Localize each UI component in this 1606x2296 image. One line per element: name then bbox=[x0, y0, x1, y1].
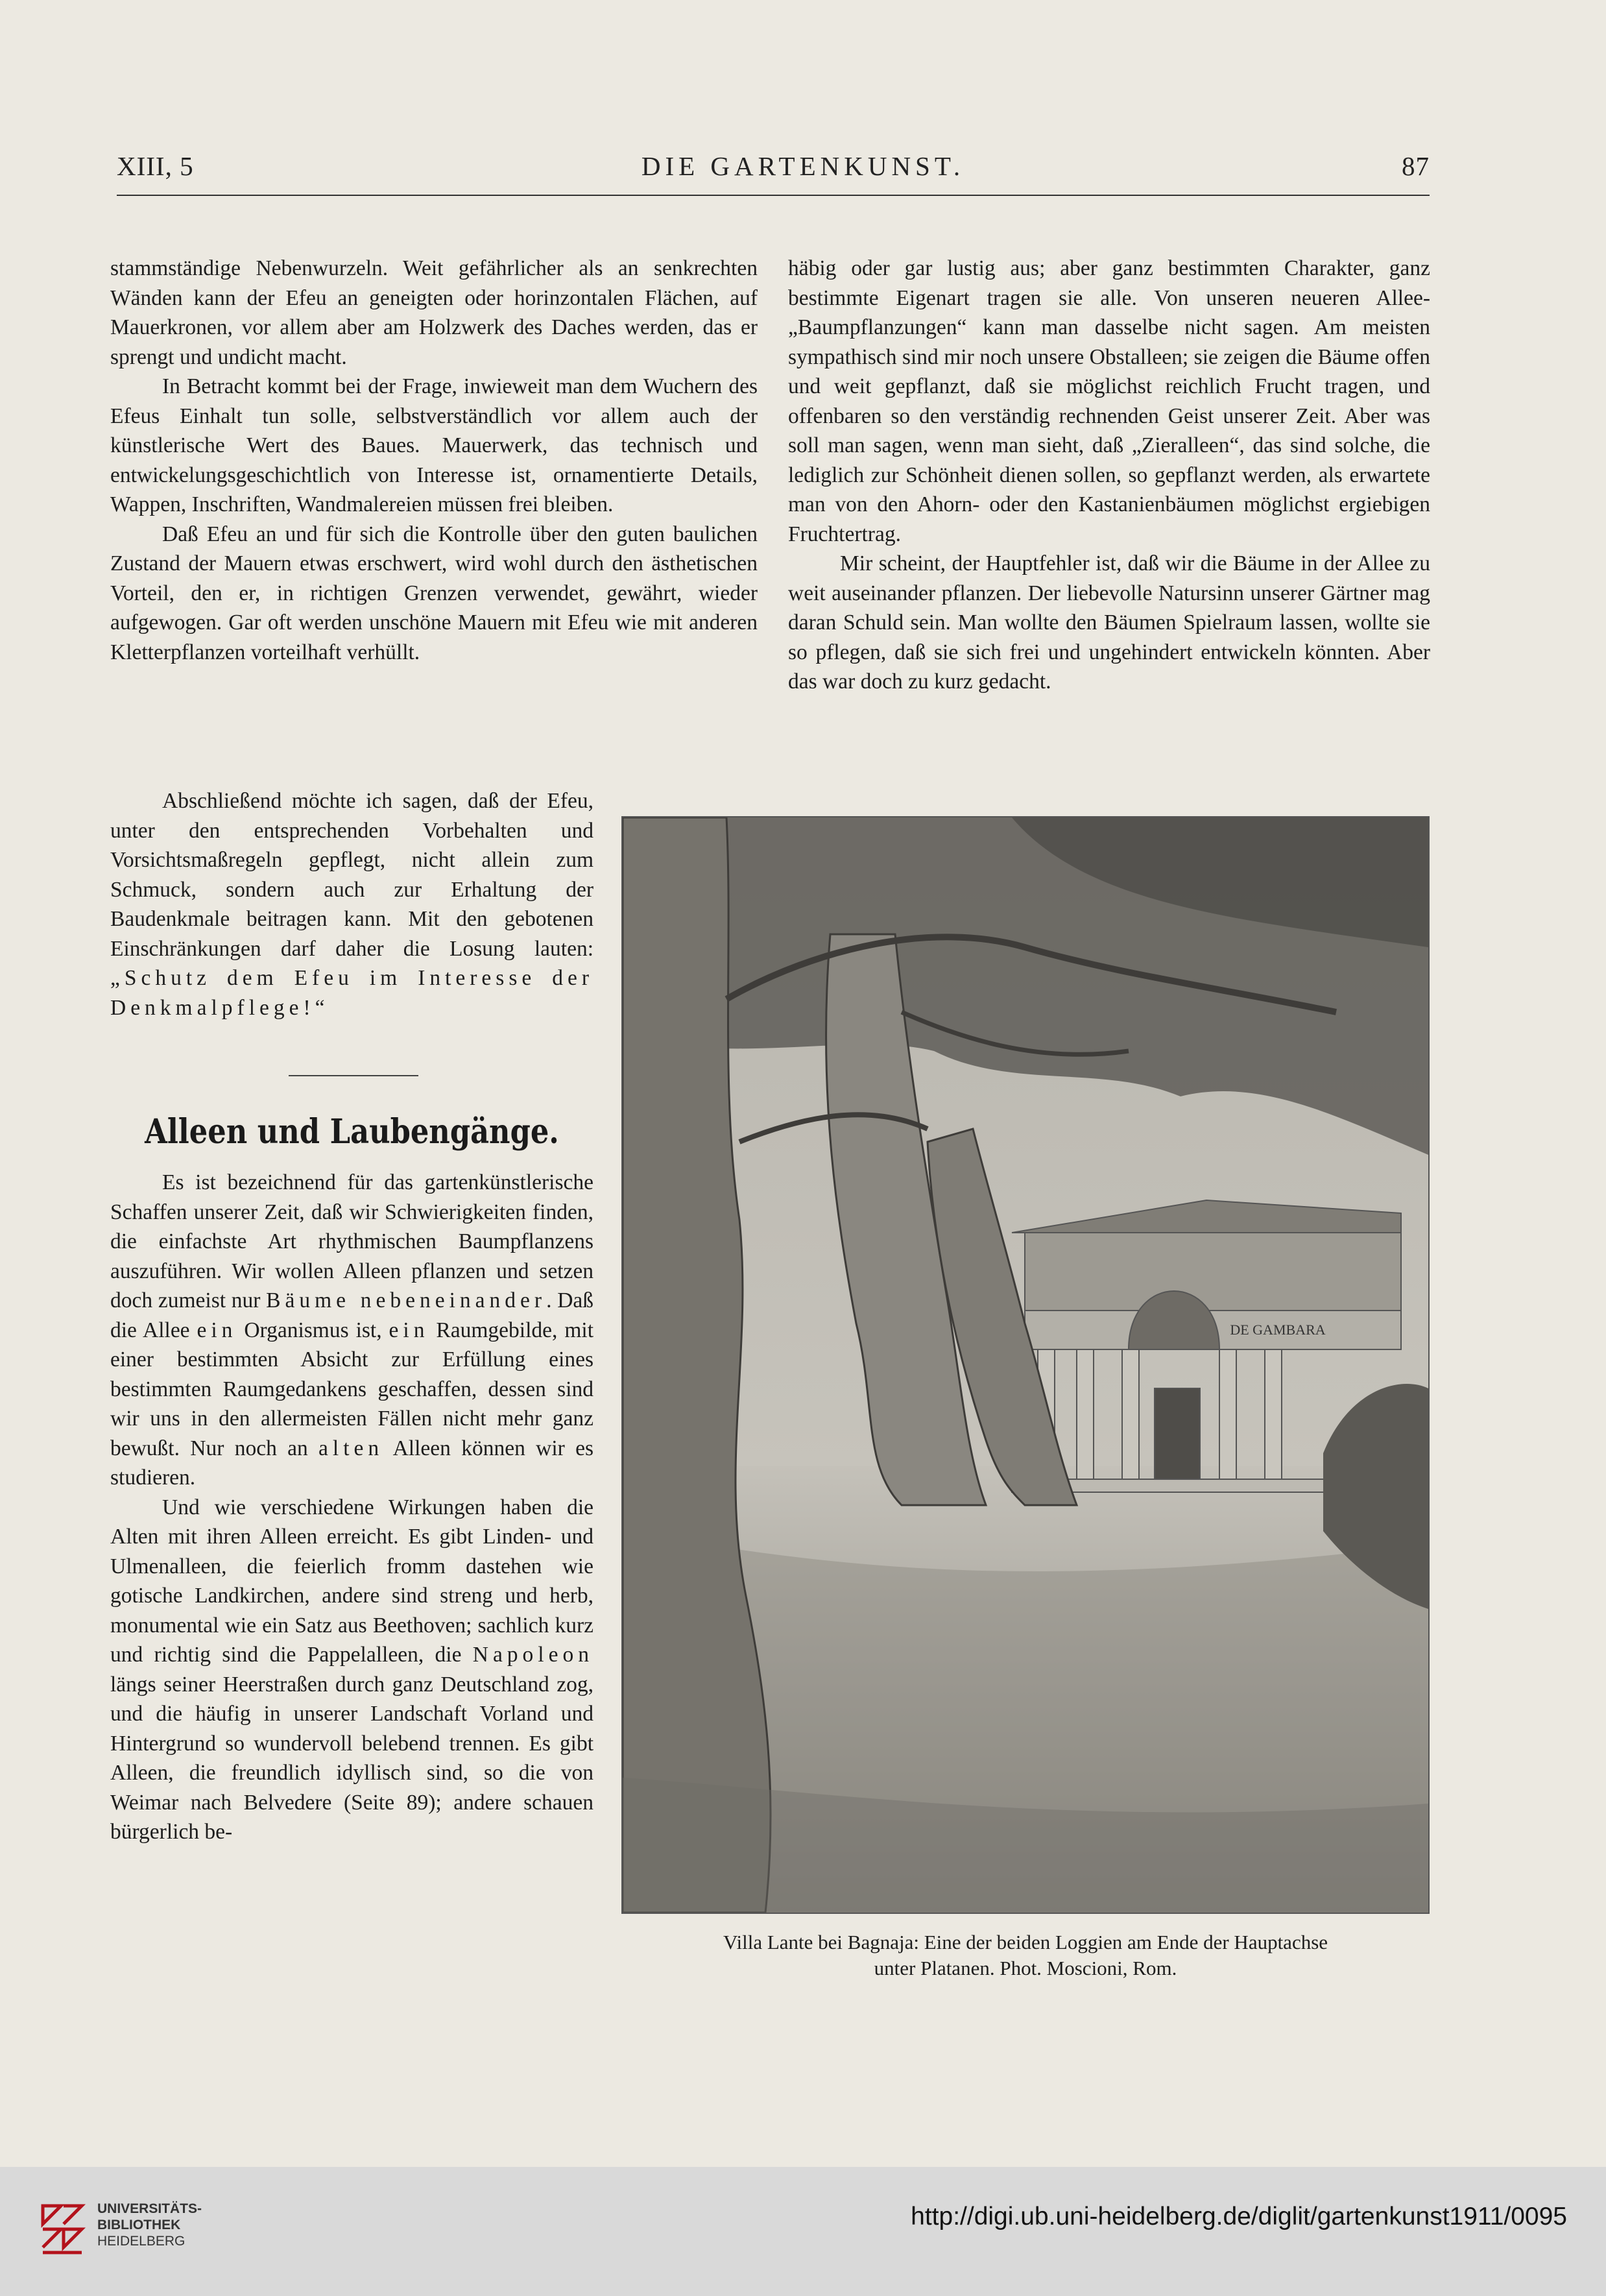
paragraph: Es ist bezeichnend für das gartenkünstlerische Schaffen unserer Zeit, daß wir Schwierigkeiten finden, die einfachste Art rhythmischen Baumpflanzens auszuführen. Wir wollen Alleen pflanzen und setzen doch zumeist nur Bäume nebeneinander. Daß die Allee ein Organismus ist, ein Raumgebilde, mit einer bestimmten Absicht zur Erfüllung eines bestimmten Raumgedankens geschaffen, dessen sind wir uns in den allermeisten Fällen nicht mehr ganz bewußt. Nur noch an alten Alleen können wir es studieren. bbox=[110, 1170, 594, 1490]
paragraph: Abschließend möchte ich sagen, daß der Efeu, unter den entsprechenden Vorbehalten und Vorsichtsmaßregeln gepflegt, nicht allein zum Schmuck, sondern auch zur Erhaltung der Baudenkmale beitragen kann. Mit den gebotenen Einschränkungen darf daher die Losung lauten: „Schutz dem Efeu im Interesse der Denkmalpflege!“ bbox=[110, 789, 593, 1020]
section-heading: Alleen und Laubengänge. bbox=[145, 1112, 559, 1152]
volume-issue: XIII, 5 bbox=[117, 151, 194, 181]
paragraph: häbig oder gar lustig aus; aber ganz bestimmten Charakter, ganz bestimmte Eigenart tragen sie alle. Von unseren neueren Allee-„Baumpflanzungen“ kann man dasselbe nicht sagen. Am meisten sympathisch sind mir noch unsere Obstalleen; sie zeigen die Bäume offen und weit gepflanzt, daß sie möglichst reichlich Frucht tragen, und offenbaren so den verständig rechnenden Geist unserer Zeit. Aber was soll man sagen, wenn man sieht, daß „Zieralleen“, das sind solche, die lediglich zur Schönheit dienen sollen, so gepflanzt werden, als erwartete man von den Ahorn- oder den Kastanienbäumen möglichst ergiebigen Fruchtertrag. bbox=[788, 256, 1430, 546]
library-logo-icon bbox=[36, 2198, 88, 2263]
paragraph: stammständige Nebenwurzeln. Weit gefährlicher als an senkrechten Wänden kann der Efeu an geneigten oder horinzontalen Flächen, auf Mauerkronen, vor allem aber am Holzwerk des Daches werden, das er sprengt und undicht macht. bbox=[110, 256, 758, 369]
journal-title: DIE GARTENKUNST. bbox=[641, 151, 965, 181]
digitization-footer bbox=[0, 2167, 1606, 2296]
permalink-url[interactable]: http://digi.ub.uni-heidelberg.de/diglit/gartenkunst1911/0095 bbox=[911, 2203, 1567, 2230]
left-column-lower bbox=[110, 1168, 593, 1847]
paragraph: In Betracht kommt bei der Frage, inwieweit man dem Wuchern des Efeus Einhalt tun solle, selbstverständlich vor allem auch der künstlerische Wert des Baues. Mauerwerk, das technisch und entwickelungsgeschichtlich von Interesse ist, ornamentierte Details, Wappen, Inschriften, Wandmalereien müssen frei bleiben. bbox=[110, 374, 758, 516]
paragraph: Und wie verschiedene Wirkungen haben die Alten mit ihren Alleen erreicht. Es gibt Linden- und Ulmenalleen, die feierlich fromm dastehen wie gotische Landkirchen, andere sind streng und herb, monumental wie ein Satz aus Beethoven; sachlich kurz und richtig sind die Pappelalleen, die Napoleon längs seiner Heerstraßen durch ganz Deutschland zog, und die häufig in unserer Landschaft Vorland und Hintergrund so wundervoll belebend trennen. Es gibt Alleen, die freundlich idyllisch sind, so die von Weimar nach Belvedere (Seite 89); andere schauen bürgerlich be- bbox=[110, 1495, 593, 1844]
photograph-villa-lante bbox=[621, 816, 1430, 1914]
paragraph: Daß Efeu an und für sich die Kontrolle über den guten baulichen Zustand der Mauern etwas erschwert, wird wohl durch den ästhetischen Vorteil, den er, in richtigen Grenzen verwendet, gewährt, wieder aufgewogen. Gar oft werden unschöne Mauern mit Efeu wie mit anderen Kletterpflanzen vorteilhaft verhüllt. bbox=[110, 522, 758, 664]
loggia-inscription: DE GAMBARA bbox=[1230, 1322, 1326, 1338]
paragraph: Mir scheint, der Hauptfehler ist, daß wir die Bäume in der Allee zu weit auseinander pflanzen. Der liebevolle Natursinn unserer Gärtner mag daran Schuld sein. Man wollte den Bäumen Spielraum lassen, wollte sie so pflegen, daß sie sich frei und ungehindert entwickeln könnten. Aber das war doch zu kurz gedacht. bbox=[788, 551, 1430, 694]
photo-caption: Villa Lante bei Bagnaja: Eine der beiden Loggien am Ende der Hauptachse unter Platanen. Phot. Moscioni, Rom. bbox=[723, 1931, 1328, 1979]
library-name: UNIVERSITÄTS- BIBLIOTHEK HEIDELBERG bbox=[97, 2201, 202, 2249]
page-number: 87 bbox=[1402, 151, 1430, 181]
spaced-motto: „Schutz dem Efeu im Interesse der Denkmalpflege!“ bbox=[110, 966, 593, 1020]
right-column-top bbox=[788, 254, 1430, 697]
header-rule bbox=[117, 195, 1430, 196]
photo-illustration bbox=[623, 817, 1428, 1913]
section-divider bbox=[289, 1075, 418, 1076]
left-column-top bbox=[110, 254, 758, 667]
left-column-narrow bbox=[110, 786, 593, 1022]
